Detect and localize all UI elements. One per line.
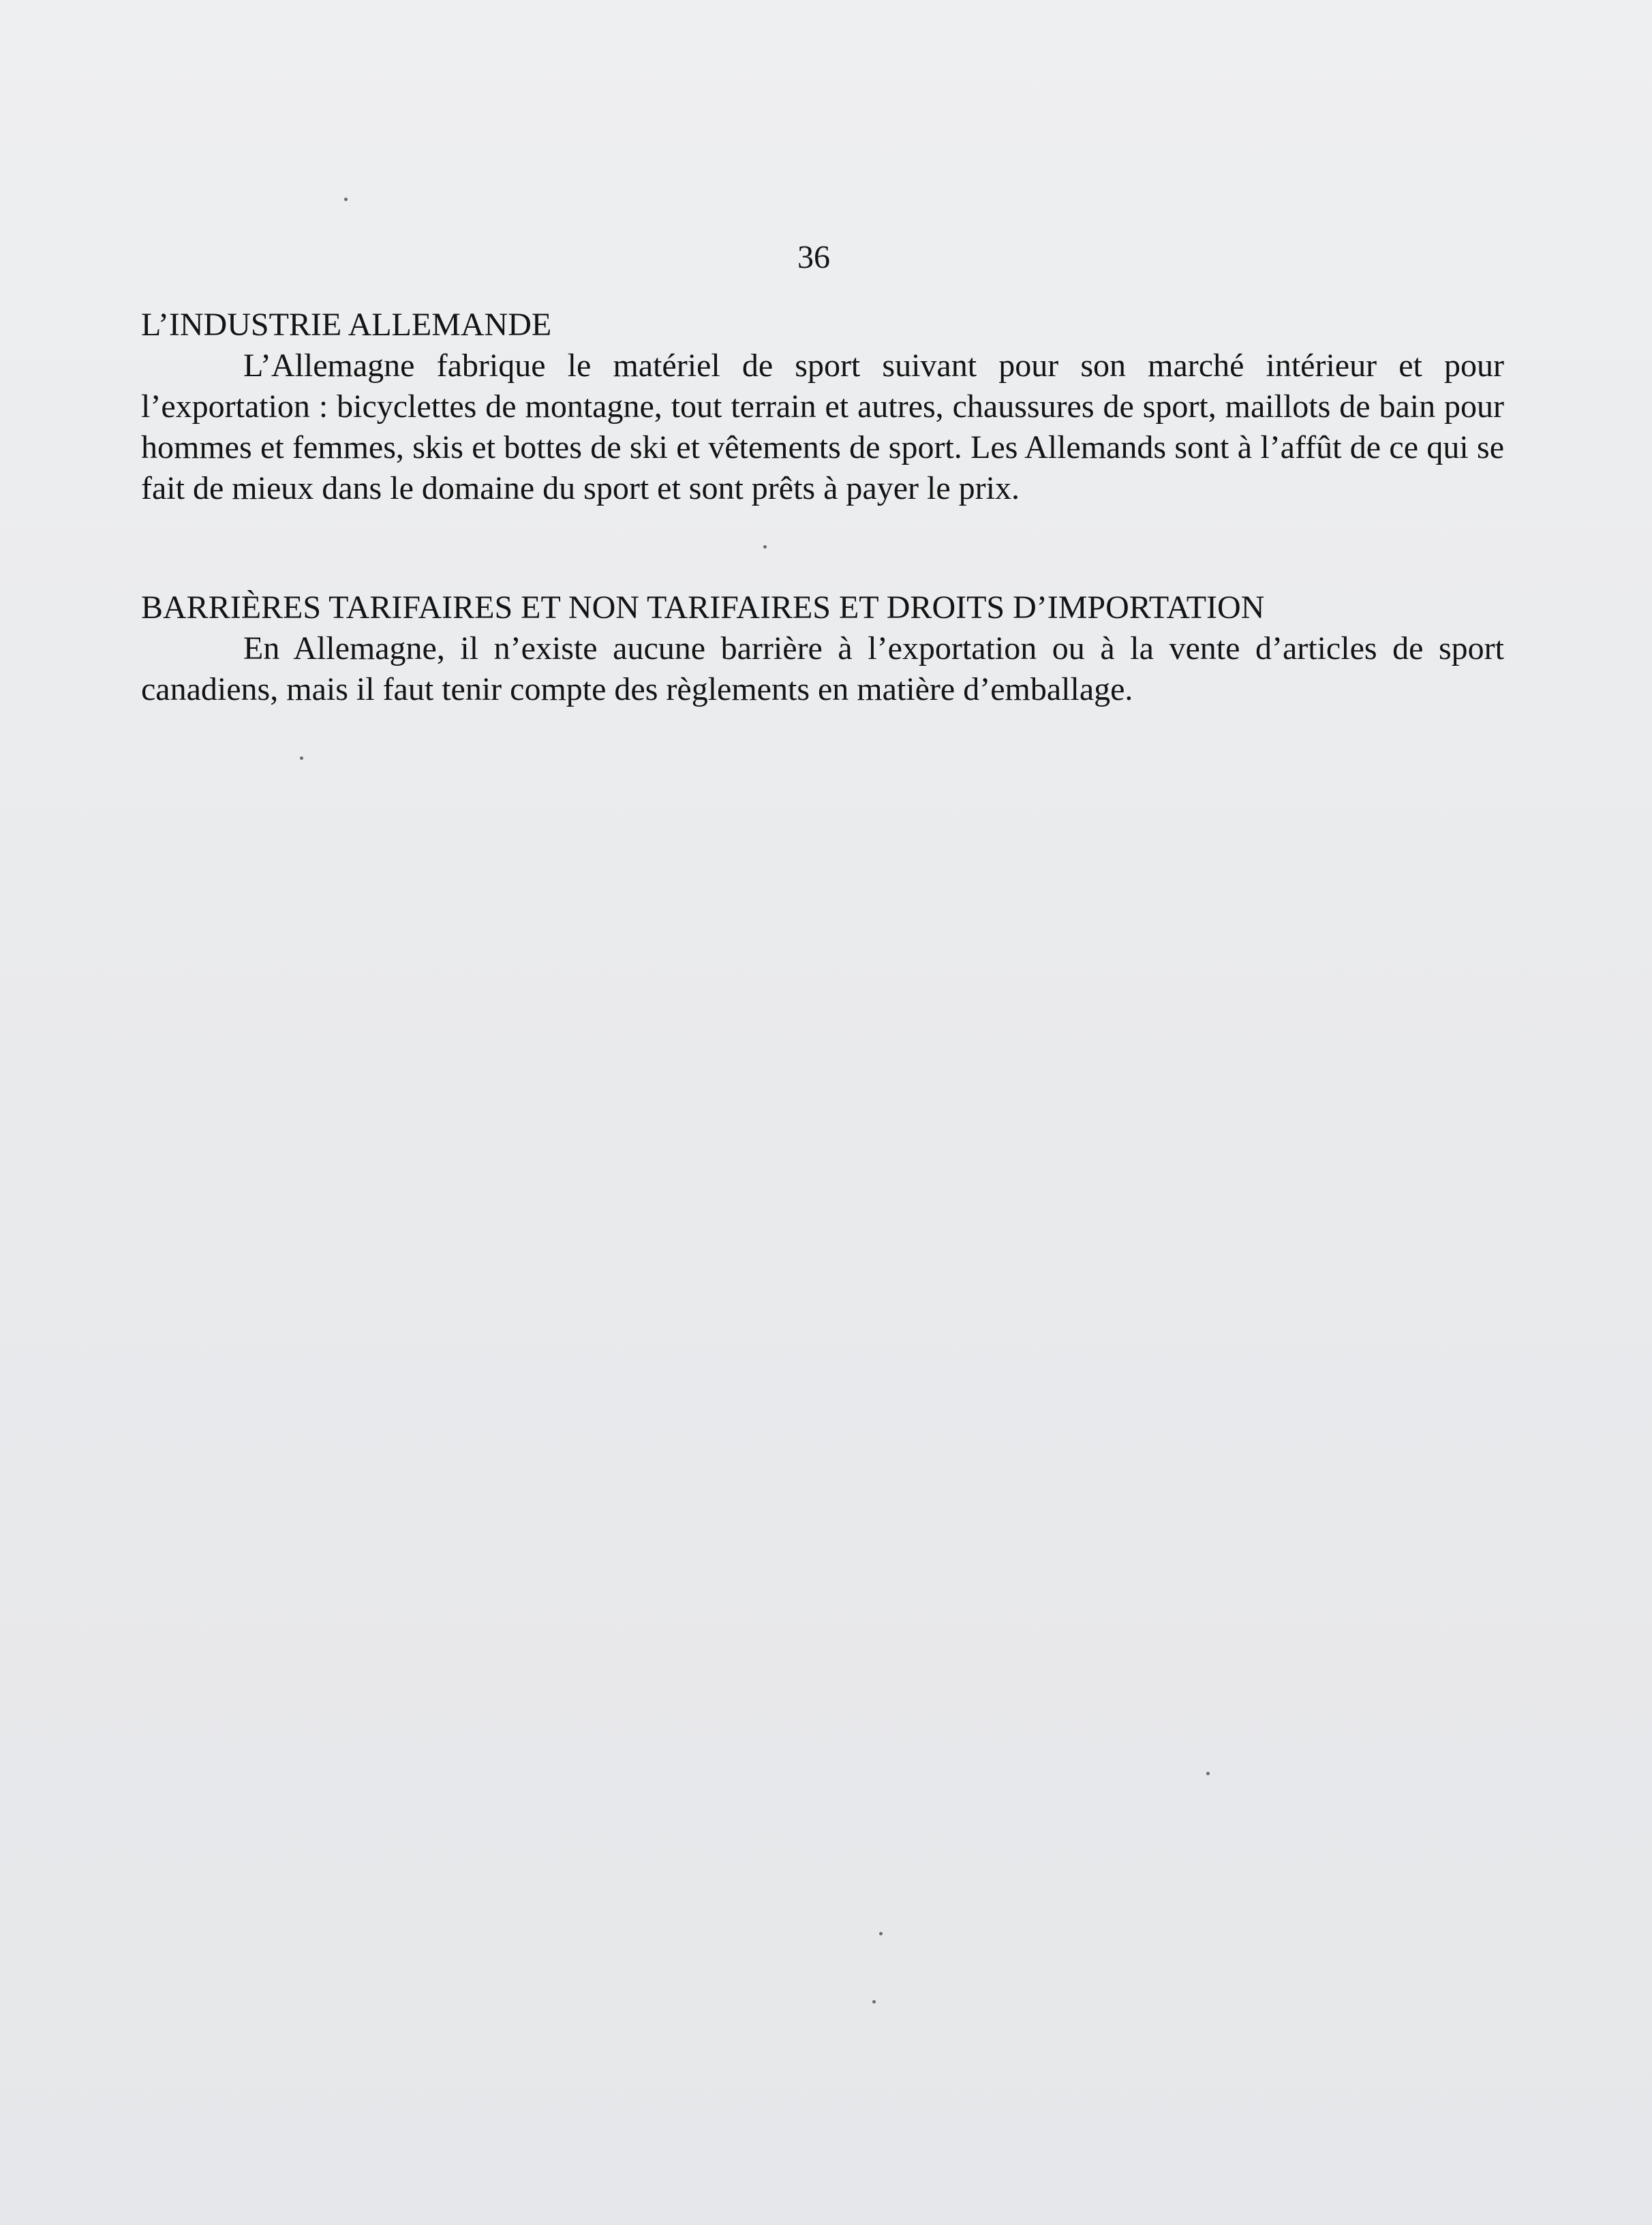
section-heading: BARRIÈRES TARIFAIRES ET NON TARIFAIRES ET DROITS D’IMPORTATION (141, 589, 1265, 626)
scan-speck (763, 545, 767, 549)
scan-speck (872, 2000, 876, 2004)
page-number: 36 (797, 239, 830, 275)
scan-speck (879, 1932, 883, 1935)
section-paragraph: En Allemagne, il n’existe aucune barrière à l’exportation ou à la vente d’articles de sport canadiens, mais il faut tenir compte des règlements en matière d’emballage. (141, 630, 1504, 707)
section-german-industry (141, 305, 1504, 509)
section-paragraph: L’Allemagne fabrique le matériel de sport suivant pour son marché intérieur et pour l’exportation : bicyclettes de montagne, tout terrain et autres, chaussures de sport, maillots de bain pour hommes et femmes, skis et bottes de ski et vêtements de sport. Les Allemands sont à l’affût de ce qui se fait de mieux dans le domaine du sport et sont prêts à payer le prix. (141, 348, 1504, 506)
section-heading: L’INDUSTRIE ALLEMANDE (141, 307, 552, 343)
scan-speck (300, 756, 303, 760)
section-trade-barriers (141, 587, 1504, 710)
scan-speck (344, 198, 348, 201)
scan-speck (1206, 1772, 1210, 1775)
